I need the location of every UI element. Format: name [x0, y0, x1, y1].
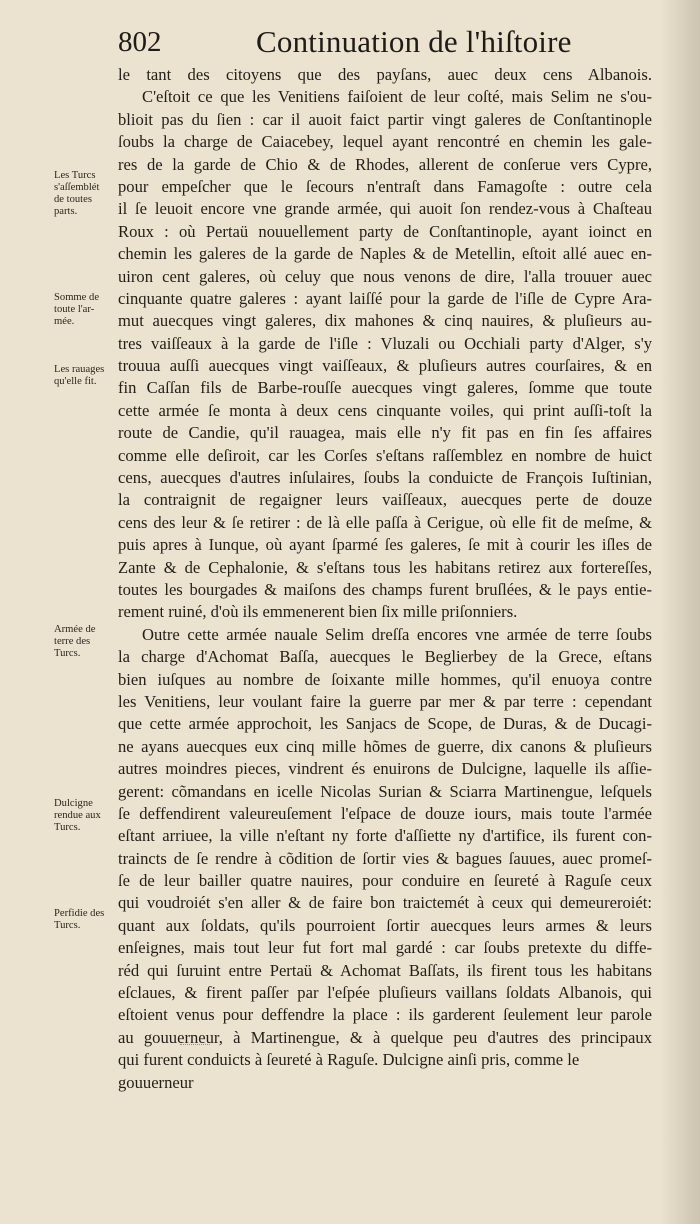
- text-line: qui voudroiét s'en aller & de faire bon traictemét à ceux qui demeureroiét:: [118, 893, 652, 913]
- text-line: toutes les bourgades & maiſons des champs furent bruſlées, & le pays entie-: [118, 579, 652, 599]
- text-line: chemin les galeres de la garde de Naples & de Metellin, eſtoit allé auec en-: [118, 244, 652, 264]
- text-line: la contraignit de regaigner leurs vaiſſeaux, auecques perte de douze: [118, 490, 652, 510]
- text-line: le tant des citoyens que des payſans, auec deux cens Albanois.: [118, 65, 652, 84]
- text-line: la charge d'Achomat Baſſa, auecques le Beglierbey de la Grece, eſtans: [118, 647, 652, 667]
- text-line: bien iuſques au nombre de ſoixante mille hommes, qu'il enuoya contre: [118, 669, 652, 689]
- text-line: rement ruiné, d'où ils emmenerent bien ſix mille priſonniers.: [118, 602, 518, 622]
- text-line: traincts de ſe rendre à cõdition de ſortir vies & bagues ſauues, auec promeſ-: [118, 848, 652, 868]
- text-line: C'eſtoit ce que les Venitiens faiſoient de leur coſté, mais Selim ne s'ou-: [142, 87, 652, 107]
- running-title: Continuation de l'hiſtoire: [256, 24, 572, 59]
- text-line: ſoubs la charge de Caiacebey, lequel ayant rencontré en chemin les gale-: [118, 132, 652, 152]
- margin-note: Perfidie des Turcs.: [54, 908, 105, 931]
- text-line: uiron cent galeres, où celuy que nous venons de dire, l'alla trouuer auec: [118, 266, 652, 286]
- text-line: cens, auecques d'autres inſulaires, ſoubs la conduicte de François Iuſtinian,: [118, 468, 652, 488]
- text-line: cens des leur & ſe retirer : de là elle paſſa à Cerigue, où elle fit de meſme, &: [118, 512, 652, 532]
- text-line: trouua auſſi auecques vingt vaiſſeaux, & pluſieurs autres courſaires, & en: [118, 356, 652, 376]
- body-text: [118, 64, 652, 1094]
- text-line: Outre cette armée nauale Selim dreſſa encores vne armée de terre ſoubs: [142, 624, 652, 644]
- text-line: mut auecques vingt galeres, dix mahones & cinq nauires, & pluſieurs au-: [118, 311, 652, 331]
- margin-note: Dulcigne rendue aux Turcs.: [54, 798, 101, 833]
- text-line: Zante & de Cephalonie, & s'eſtans tous les habitans retirez aux fortereſſes,: [118, 557, 652, 577]
- text-line: réd qui ſuruint entre Pertaü & Achomat Baſſats, ils firent tous les habitans: [118, 960, 652, 980]
- page-number: 802: [118, 26, 162, 58]
- margin-note: Les rauages qu'elle fit.: [54, 364, 105, 387]
- text-line: cette armée ſe monta à deux cens cinquante voiles, qui print auſſi-toſt la: [118, 400, 652, 420]
- text-line: tres vaiſſeaux à la garde de l'iſle : Vluzali ou Occhiali party d'Alger, s'y: [118, 333, 652, 353]
- catchword: gouuerneur: [118, 1072, 194, 1092]
- margin-note: Somme de toute l'ar- mée.: [54, 292, 100, 327]
- text-line: ſe deffendirent valeureuſement l'eſpace de douze iours, mais toute l'armée: [118, 803, 652, 823]
- text-line: Roux : où Pertaü nouuellement party de Conſtantinople, ayant ioinct en: [118, 221, 652, 241]
- print-mark: [180, 1044, 210, 1048]
- margin-note: Armée de terre des Turcs.: [54, 624, 96, 659]
- text-line: les Venitiens, leur voulant faire la guerre par mer & par terre : cependant: [118, 691, 652, 711]
- text-line: quant aux ſoldats, qu'ils pourroient ſortir auecques leurs armes & leurs: [118, 915, 652, 935]
- text-line: enſeignes, mais tout leur fut fort mal gardé : car ſoubs pretexte du diffe-: [118, 938, 652, 958]
- text-line: il ſe leuoit encore vne grande armée, qui auoit ſon rendez-vous à Chaſteau: [118, 199, 652, 219]
- text-line: pour empeſcher que le ſecours n'entraſt dans Famagoſte : outre cela: [118, 176, 652, 196]
- text-line: eſclaues, & firent paſſer par l'eſpée pluſieurs vaillans ſoldats Albanois, qui: [118, 983, 652, 1003]
- text-line: res de la garde de Chio & de Rhodes, allerent de conſerue vers Cypre,: [118, 154, 652, 174]
- text-line: cinquante quatre galeres : ayant laiſſé pour la garde de l'iſle de Cypre Ara-: [118, 288, 652, 308]
- margin-note: Les Turcs s'aſſemblét de toutes parts.: [54, 170, 100, 217]
- text-line: que cette armée approchoit, les Sanjacs de Scope, de Duras, & de Ducagi-: [118, 714, 652, 734]
- text-line: eſtoient venus pour deffendre la place : ils garderent ſeulement leur parole: [118, 1005, 652, 1025]
- text-line: eſtant arriuee, la ville n'eſtant ny forte d'aſſiette ny d'artifice, ils furent con-: [118, 826, 652, 846]
- text-line: blioit pas du ſien : car il auoit faict partir vingt galeres de Conſtantinople: [118, 109, 652, 129]
- text-line: autres moindres pieces, vindrent és enuirons de Dulcigne, laquelle ils aſſie-: [118, 759, 652, 779]
- text-line: qui furent conduicts à ſeureté à Raguſe. Dulcigne ainſi pris, comme le: [118, 1050, 580, 1070]
- text-line: ſe de leur bailler quatre nauires, pour conduire en ſeureté à Raguſe ceux: [118, 871, 652, 891]
- text-line: ne ayans auecques eux cinq mille hõmes de guerre, dix canons & pluſieurs: [118, 736, 652, 756]
- text-line: gerent: cõmandans en icelle Nicolas Surian & Sciarra Martinengue, leſquels: [118, 781, 652, 801]
- text-line: fin Caſſan fils de Barbe-rouſſe auecques vingt galeres, ſomme que toute: [118, 378, 652, 398]
- text-line: au gouuerneur, à Martinengue, & à quelque peu d'autres des principaux: [118, 1027, 652, 1047]
- page-header: [0, 22, 700, 66]
- text-line: comme elle deſiroit, car les Corſes s'eſtans raſſemblez en nombre de huict: [118, 445, 652, 465]
- text-line: route de Candie, qu'il rauagea, mais elle n'y fit pas en fin ſes affaires: [118, 423, 652, 443]
- text-line: puis apres à Iunque, où ayant ſparmé ſes galeres, ſe mit à courir les iſles de: [118, 535, 652, 555]
